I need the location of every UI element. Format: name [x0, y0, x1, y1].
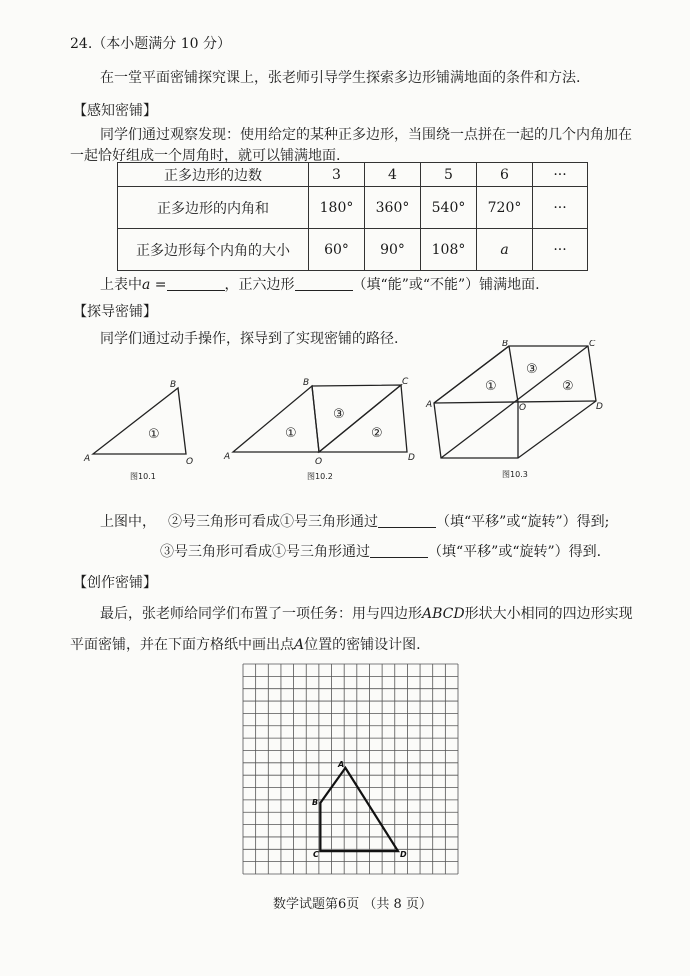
- table-cell: 720°: [477, 187, 533, 229]
- table-cell: 180°: [309, 187, 365, 229]
- quadrilateral-abcd: [320, 768, 398, 851]
- point-label: B: [502, 340, 509, 349]
- point-label: O: [315, 457, 323, 467]
- point-label: C: [313, 850, 319, 859]
- table-cell: 360°: [365, 187, 421, 229]
- answer-blank-hexagon[interactable]: [295, 276, 353, 291]
- point-label: C: [589, 340, 596, 349]
- table-cell: ···: [533, 229, 588, 271]
- point-label: B: [170, 380, 177, 390]
- triangle-mark: ②: [562, 379, 574, 394]
- section-text-line: 同学们通过观察发现：使用给定的某种正多边形，当围绕一点拼在一起的几个内角加在: [100, 127, 632, 143]
- point-label: A: [84, 454, 91, 464]
- section-text-line: [70, 634, 421, 654]
- question-suffix: （填“平移”或“旋转”）得到;: [436, 514, 610, 530]
- point-label: C: [402, 377, 409, 387]
- table-header-cell: 5: [421, 163, 477, 187]
- table-header-cell: 6: [477, 163, 533, 187]
- fill-suffix: （填“能”或“不能”）铺满地面.: [352, 277, 540, 293]
- fill-in-line: [100, 274, 540, 294]
- question-number: 24.（本小题满分 10 分）: [70, 36, 231, 52]
- text-part: 最后，张老师给同学们布置了一项任务：用与四边形: [100, 606, 422, 622]
- triangle-mark: ③: [333, 407, 345, 422]
- figure-caption: 图10.3: [502, 470, 528, 479]
- variable-a: a: [142, 277, 151, 293]
- point-label: D: [400, 850, 407, 859]
- triangle-shape: [233, 386, 319, 452]
- answer-blank-triangle2[interactable]: [378, 513, 436, 528]
- section-heading-create: 【创作密铺】: [73, 575, 157, 591]
- fill-mid: ，正六边形: [224, 277, 295, 293]
- table-cell: ···: [533, 187, 588, 229]
- figure-caption: 图10.1: [130, 472, 156, 481]
- question-line: [160, 541, 601, 561]
- polygon-angle-table: [117, 162, 588, 271]
- section-text-line: 一起恰好组成一个周角时，就可以铺满地面.: [70, 148, 341, 164]
- table-cell: 108°: [421, 229, 477, 271]
- point-label: B: [303, 378, 310, 388]
- triangle-mark: ①: [285, 426, 297, 441]
- point-label: D: [408, 453, 415, 463]
- triangle-mark: ②: [371, 426, 383, 441]
- triangle-mark: ①: [148, 427, 160, 442]
- question-intro: 在一堂平面密铺探究课上，张老师引导学生探索多边形铺满地面的条件和方法.: [100, 70, 581, 86]
- diagonal-line: [434, 346, 509, 403]
- table-header-cell: 3: [309, 163, 365, 187]
- variable-a: A: [294, 637, 305, 653]
- table-cell: 正多边形每个内角的大小: [118, 229, 309, 271]
- question-text: ③号三角形可看成①号三角形通过: [160, 544, 370, 560]
- diagonal-line: [509, 346, 518, 402]
- triangle-mark: ③: [526, 362, 538, 377]
- figure-caption: 图10.2: [307, 472, 333, 481]
- answer-blank-triangle3[interactable]: [370, 543, 428, 558]
- fill-prefix: 上表中: [100, 277, 142, 293]
- table-cell: 90°: [365, 229, 421, 271]
- triangle-shape: [93, 388, 186, 454]
- table-cell: 60°: [309, 229, 365, 271]
- tessellation-figures: [0, 340, 690, 490]
- text-part: 形状大小相同的四边形实现: [464, 606, 633, 622]
- section-heading-explore: 【探导密铺】: [73, 304, 157, 320]
- point-label: O: [186, 457, 194, 467]
- triangle-mark: ①: [485, 379, 497, 394]
- point-label: A: [426, 400, 433, 410]
- section-text-line: 同学们通过动手操作，探导到了实现密铺的路径.: [100, 331, 399, 347]
- answer-blank-a[interactable]: [167, 276, 225, 291]
- section-text-line: [100, 603, 633, 623]
- question-line: [100, 511, 609, 531]
- point-label: A: [224, 452, 231, 462]
- question-prefix: 上图中，: [100, 514, 156, 530]
- table-header-cell: 正多边形的边数: [118, 163, 309, 187]
- table-cell: 540°: [421, 187, 477, 229]
- text-part: 平面密铺，并在下面方格纸中画出点: [70, 637, 294, 653]
- point-label: D: [596, 402, 603, 412]
- fill-equals: =: [150, 277, 167, 293]
- point-label: O: [519, 403, 527, 413]
- table-header-cell: ···: [533, 163, 588, 187]
- section-heading-perceive: 【感知密铺】: [73, 103, 157, 119]
- point-label: A: [338, 760, 345, 769]
- question-text: ②号三角形可看成①号三角形通过: [168, 514, 378, 530]
- question-suffix: （填“平移”或“旋转”）得到.: [428, 544, 602, 560]
- text-part: 位置的密铺设计图.: [304, 637, 421, 653]
- point-label: B: [312, 798, 319, 807]
- triangle-shape: [312, 385, 401, 452]
- table-cell: 正多边形的内角和: [118, 187, 309, 229]
- table-cell: a: [477, 229, 533, 271]
- grid-paper[interactable]: [241, 662, 461, 877]
- variable-abcd: ABCD: [422, 606, 465, 622]
- page-footer: 数学试题第6页 （共 8 页）: [273, 897, 432, 912]
- table-header-cell: 4: [365, 163, 421, 187]
